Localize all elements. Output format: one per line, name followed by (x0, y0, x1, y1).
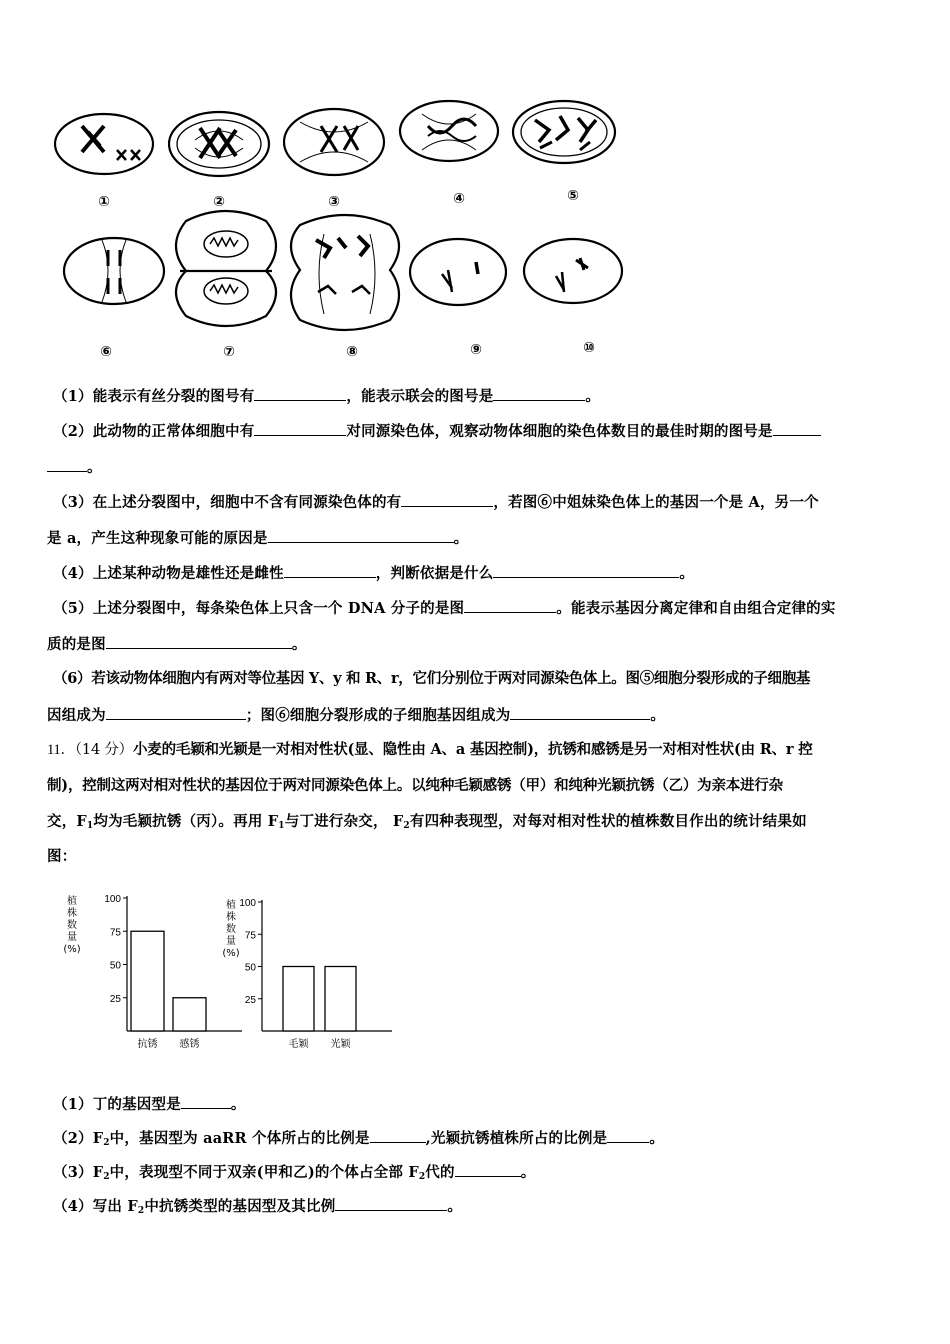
q10-sub1: （1）能表示有丝分裂的图号有 ，能表示联会的图号是 。 (53, 388, 601, 405)
answer-blank[interactable] (607, 1128, 649, 1143)
category-label: 光颖 (330, 1039, 351, 1050)
y-axis-label: (%) (63, 944, 81, 955)
cell-label-10: ⑩ (583, 340, 595, 356)
q10-sub3: （3）在上述分裂图中，细胞中不含有同源染色体的有 ，若图⑥中姐妹染色体上的基因一个是 A，另一个 (53, 494, 819, 511)
q11-sub1: （1）丁的基因型是 。 (53, 1096, 246, 1113)
answer-blank[interactable] (455, 1162, 521, 1177)
y-axis-label: 株 (67, 908, 77, 919)
bar-抗锈 (131, 931, 164, 1031)
q10-sub2-cont: 。 (47, 457, 909, 478)
y-axis-label: (%) (222, 948, 240, 959)
y-tick-label: 25 (244, 994, 256, 1006)
cell-label-7: ⑦ (223, 344, 235, 360)
cell-label-5: ⑤ (567, 188, 579, 204)
y-axis-label: 植 (67, 896, 77, 907)
category-label: 抗锈 (137, 1039, 158, 1050)
y-axis-label: 株 (226, 912, 236, 923)
q11-stem-line3: 交，$F_1$均为毛颖抗锈（丙）。再用 $F_1$与丁进行杂交， $F_2$有四种表现型，对每对相对性状的植株数目作出的统计结果如 (47, 813, 807, 831)
cell-label-6: ⑥ (100, 344, 112, 360)
q11-sub3: $(3)F_2$中，表现型不同于双亲(甲和乙)的个体占全部 $F_2$代的 。 (53, 1164, 536, 1182)
y-tick-label: 75 (244, 930, 256, 942)
q11-sub4: （4）写出 $F_2$中抗锈类型的基因型及其比例 。 (53, 1198, 463, 1216)
cell-label-9: ⑨ (470, 342, 482, 358)
q10-sub5-cont: 质的是图 。 (47, 636, 307, 653)
question-score: （14 分） (74, 742, 133, 758)
q11-stem-line4: 图： (47, 848, 77, 865)
y-tick-label: 75 (109, 927, 121, 939)
q10-sub6-cont: 因组成为 ；图⑥细胞分裂形成的子细胞基因组成为 。 (47, 707, 666, 724)
bar-光颖 (325, 967, 356, 1032)
chart-disease-resistance (63, 894, 242, 1050)
cell-label-2: ② (213, 194, 225, 210)
y-axis-label: 数 (67, 920, 77, 931)
q11-stem-line1: 11．（14 分）小麦的毛颖和光颖是一对相对性状(显、隐性由 A、a 基因控制)，抗锈和感锈是另一对相对性状(由 R、r 控 (47, 741, 813, 758)
q11-stem-line2: 制)，控制这两对相对性状的基因位于两对同源染色体上。以纯种毛颖感锈（甲）和纯种光颖抗锈（乙）为亲本进行杂 (47, 777, 783, 794)
category-label: 毛颖 (288, 1039, 309, 1050)
y-axis-label: 量 (67, 932, 77, 943)
q10-sub2: （2）此动物的正常体细胞中有 对同源染色体，观察动物体细胞的染色体数目的最佳时期的图号是 (53, 421, 915, 442)
q10-sub6: （6）若该动物体细胞内有两对等位基因 Y、y 和 R、r，它们分别位于两对同源染色体上。图⑤细胞分裂形成的子细胞基 (53, 670, 811, 687)
answer-blank[interactable] (335, 1196, 447, 1211)
question-number: 11． (47, 742, 75, 758)
y-axis-label: 数 (226, 924, 236, 935)
y-tick-label: 25 (109, 993, 121, 1005)
y-axis-label: 量 (226, 936, 236, 947)
y-tick-label: 100 (104, 894, 121, 905)
q10-sub4: （4）上述某种动物是雄性还是雌性 ，判断依据是什么 。 (53, 565, 695, 582)
answer-blank[interactable] (370, 1128, 426, 1143)
bar-感锈 (173, 998, 206, 1031)
category-label: 感锈 (179, 1039, 200, 1050)
y-tick-label: 50 (244, 962, 256, 974)
q10-sub5: （5）上述分裂图中，每条染色体上只含一个 DNA 分子的是图 。能表示基因分离定律和自由组合定律的实 (53, 600, 836, 617)
answer-blank[interactable] (181, 1094, 231, 1109)
chart-glume-type (222, 898, 392, 1050)
y-axis-label: 植 (226, 900, 236, 911)
cell-label-3: ③ (328, 194, 340, 210)
bar-毛颖 (283, 967, 314, 1032)
q10-sub3-cont: 是 a，产生这种现象可能的原因是 。 (47, 530, 469, 547)
cell-label-8: ⑧ (346, 344, 358, 360)
cell-label-4: ④ (453, 191, 465, 207)
y-tick-label: 100 (239, 898, 256, 909)
y-tick-label: 50 (109, 960, 121, 972)
q11-sub2: $(2)F_2$中，基因型为 aaRR 个体所占的比例是 ,光颖抗锈植株所占的比例是 。 (53, 1130, 665, 1148)
cell-label-1: ① (98, 194, 110, 210)
